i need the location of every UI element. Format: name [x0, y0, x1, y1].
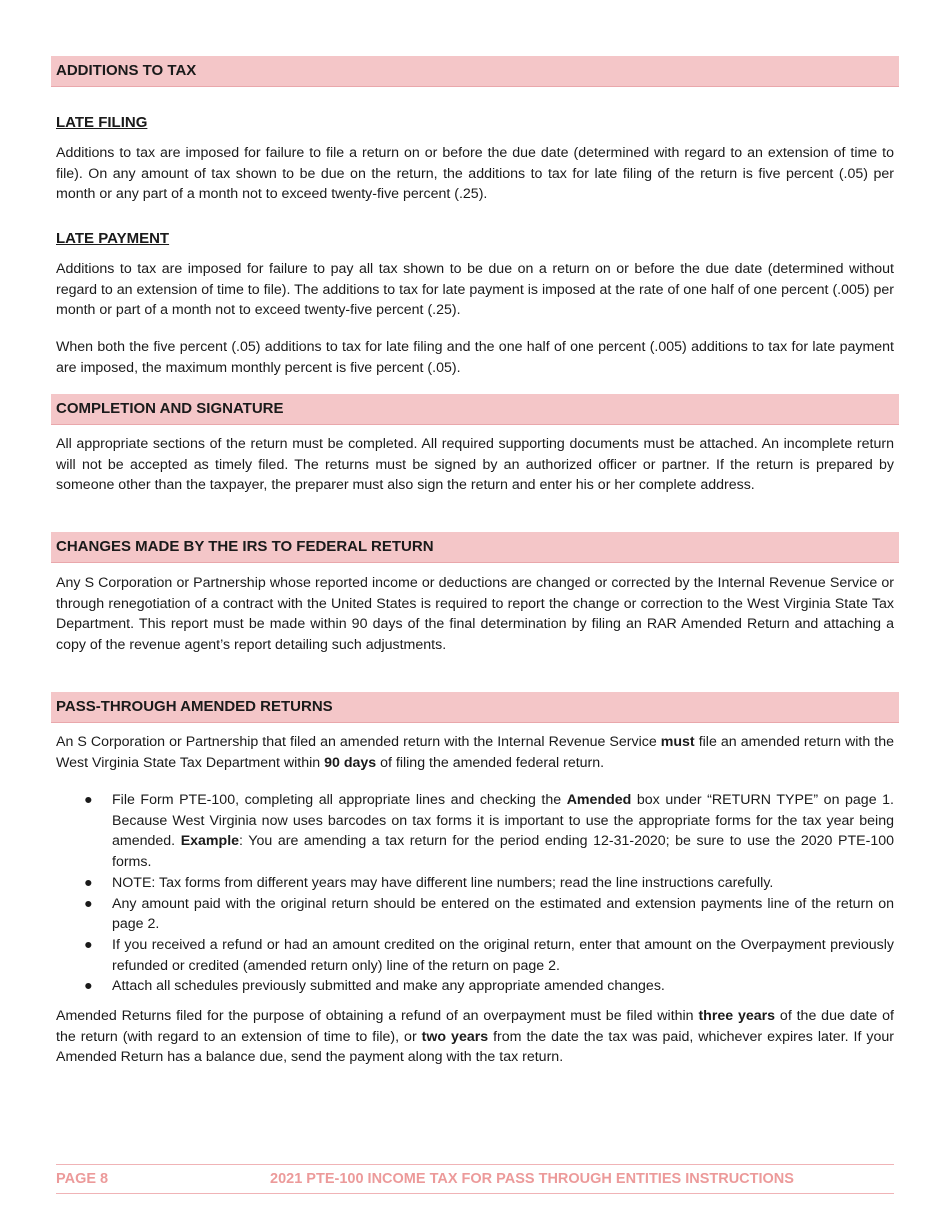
section-header-amended [51, 692, 899, 723]
paragraph-amended-intro: An S Corporation or Partnership that filed an amended return with the Internal Revenue Service must file an amended return with the West Virginia State Tax Department within 90 days of filing the amended federal return. [56, 734, 894, 771]
bullet-icon: ● [84, 874, 93, 891]
bullet-icon: ● [84, 978, 93, 995]
bullet-icon: ● [84, 936, 93, 953]
bullet-icon: ● [84, 792, 93, 808]
list-item: ● NOTE: Tax forms from different years may have different line numbers; read the line instructions carefully. [56, 873, 894, 894]
section-header-irs-changes [51, 532, 899, 563]
footer-document-title: 2021 PTE-100 INCOME TAX FOR PASS THROUGH ENTITIES INSTRUCTIONS [270, 1171, 794, 1187]
paragraph-late-payment: Additions to tax are imposed for failure to pay all tax shown to be due on a return on or before the due date (determined without regard to an extension of time to file). The additions to tax for late payment is imposed at the rate of one half of one percent (.005) per month or part of a month not to exceed twenty-five percent (.25). [56, 261, 894, 319]
amended-bullet-list [56, 790, 894, 997]
paragraph-amended-refund: Amended Returns filed for the purpose of obtaining a refund of an overpayment must be filed within three years of the due date of the return (with regard to an extension of time to file), or two years from the date the tax was paid, whichever expires later. If your Amended Return has a balance due, send the payment along with the tax return. [56, 1008, 895, 1066]
footer-divider-bottom [56, 1193, 894, 1194]
section-title: PASS-THROUGH AMENDED RETURNS [56, 698, 333, 715]
list-item: ● If you received a refund or had an amount credited on the original return, enter that amount on the Overpayment previously refunded or credited (amended return only) line of the return on page 2. [84, 936, 894, 974]
paragraph-both-additions: When both the five percent (.05) additions to tax for late filing and the one half of one percent (.005) additions to tax for late payment are imposed, the maximum monthly percent is five percent (.05). [56, 339, 894, 376]
list-item: ● Attach all schedules previously submitted and make any appropriate amended changes. [56, 976, 894, 997]
paragraph-completion: All appropriate sections of the return must be completed. All required supporting documents must be attached. An incomplete return will not be accepted as timely filed. The returns must be signed by an authorized officer or partner. If the return is prepared by someone other than the taxpayer, the preparer must also sign the return and enter his or her complete address. [56, 436, 894, 494]
section-title: COMPLETION AND SIGNATURE [56, 400, 284, 417]
footer-page-number: PAGE 8 [56, 1171, 109, 1187]
list-item: ● File Form PTE-100, completing all appropriate lines and checking the Amended box under “RETURN TYPE” on page 1. Because West Virginia now uses barcodes on tax forms it is important to use the appropriate forms for the tax year being amended. Example: You are amending a tax return for the period ending 12-31-2020; be sure to use the 2020 PTE-100 forms. [84, 792, 895, 871]
bullet-icon: ● [84, 895, 93, 912]
section-header-completion [51, 394, 899, 425]
section-title: ADDITIONS TO TAX [56, 62, 197, 79]
paragraph-irs-changes: Any S Corporation or Partnership whose reported income or deductions are changed or corrected by the Internal Revenue Service or through renegotiation of a contract with the United States is required to report the change or correction to the West Virginia State Tax Department. This report must be made within 90 days of the final determination by filing an RAR Amended Return and attaching a copy of the revenue agent’s report detailing such adjustments. [56, 575, 894, 654]
section-header-additions [51, 56, 899, 87]
paragraph-late-filing: Additions to tax are imposed for failure to file a return on or before the due date (determined with regard to an extension of time to file). On any amount of tax shown to be due on the return, the additions to tax for late filing of the return is five percent (.05) per month or any part of a month not to exceed twenty-five percent (.25). [56, 145, 894, 203]
subheading-late-filing: LATE FILING [56, 114, 148, 131]
section-title: CHANGES MADE BY THE IRS TO FEDERAL RETURN [56, 538, 434, 555]
list-item: ● Any amount paid with the original return should be entered on the estimated and extension payments line of the return on page 2. [84, 895, 894, 933]
subheading-late-payment: LATE PAYMENT [56, 230, 170, 247]
footer-divider-top [56, 1164, 894, 1165]
